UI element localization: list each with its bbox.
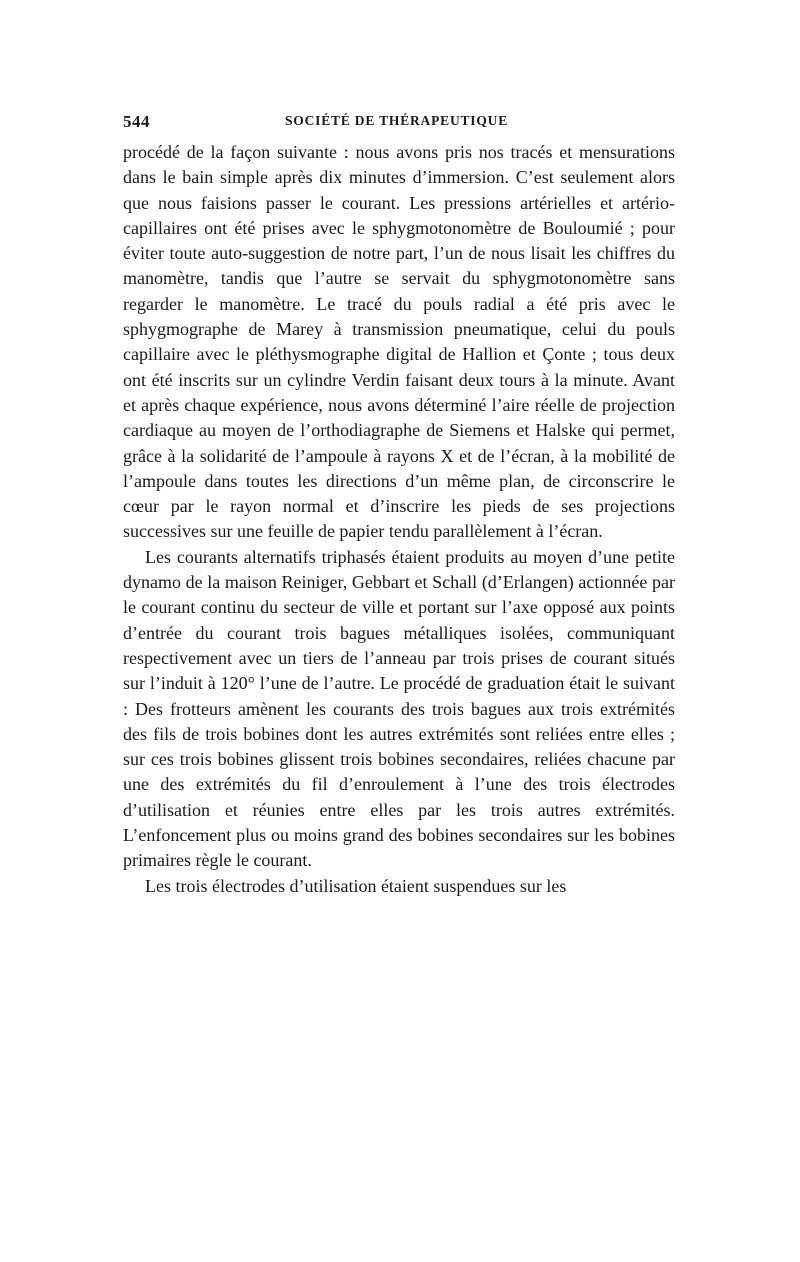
book-page [123, 112, 675, 899]
running-header [123, 112, 675, 140]
paragraph-continued: procédé de la façon suivante : nous avons pris nos tracés et mensurations dans le bain simple après dix minutes d’immersion. C’est seulement alors que nous faisions passer le courant. Les pressions artérielles et artério-capillaires ont été prises avec le sphygmotonomètre de Bouloumié ; pour éviter toute auto-suggestion de notre part, l’un de nous lisait les chiffres du manomètre, tandis que l’autre se servait du sphygmotonomètre sans regarder le manomètre. Le tracé du pouls radial a été pris avec le sphygmographe de Marey à transmission pneumatique, celui du pouls capillaire avec le pléthysmographe digital de Hallion et Çonte ; tous deux ont été inscrits sur un cylindre Verdin faisant deux tours à la minute. Avant et après chaque expérience, nous avons déterminé l’aire réelle de projection cardiaque au moyen de l’orthodiagraphe de Siemens et Halske qui permet, grâce à la solidarité de l’ampoule à rayons X et de l’écran, à la mobilité de l’ampoule dans toutes les directions d’un même plan, de circonscrire le cœur par le rayon normal et d’inscrire les pieds de ses projections successives sur une feuille de papier tendu parallèlement à l’écran. [123, 142, 675, 542]
page-number: 544 [123, 112, 150, 131]
paragraph-currents: Les courants alternatifs triphasés étaient produits au moyen d’une petite dynamo de la maison Reiniger, Gebbart et Schall (d’Erlangen) actionnée par le courant continu du secteur de ville et portant sur l’axe opposé aux points d’entrée du courant trois bagues métalliques isolées, communiquant respectivement avec un tiers de l’anneau par trois prises de courant situés sur l’induit à 120° l’une de l’autre. Le procédé de graduation était le suivant : Des frotteurs amènent les courants des trois bagues aux trois extrémités des fils de trois bobines dont les autres extrémités sont reliées entre elles ; sur ces trois bobines glissent trois bobines secondaires, reliées chacune par une des extrémités du fil d’enroulement à l’une des trois électrodes d’utilisation et réunies entre elles par les trois autres extrémités. L’enfoncement plus ou moins grand des bobines secondaires sur les bobines primaires règle le courant. [123, 546, 675, 871]
running-title: SOCIÉTÉ DE THÉRAPEUTIQUE [285, 113, 509, 128]
paragraph-electrodes: Les trois électrodes d’utilisation étaient suspendues sur les [145, 875, 567, 896]
